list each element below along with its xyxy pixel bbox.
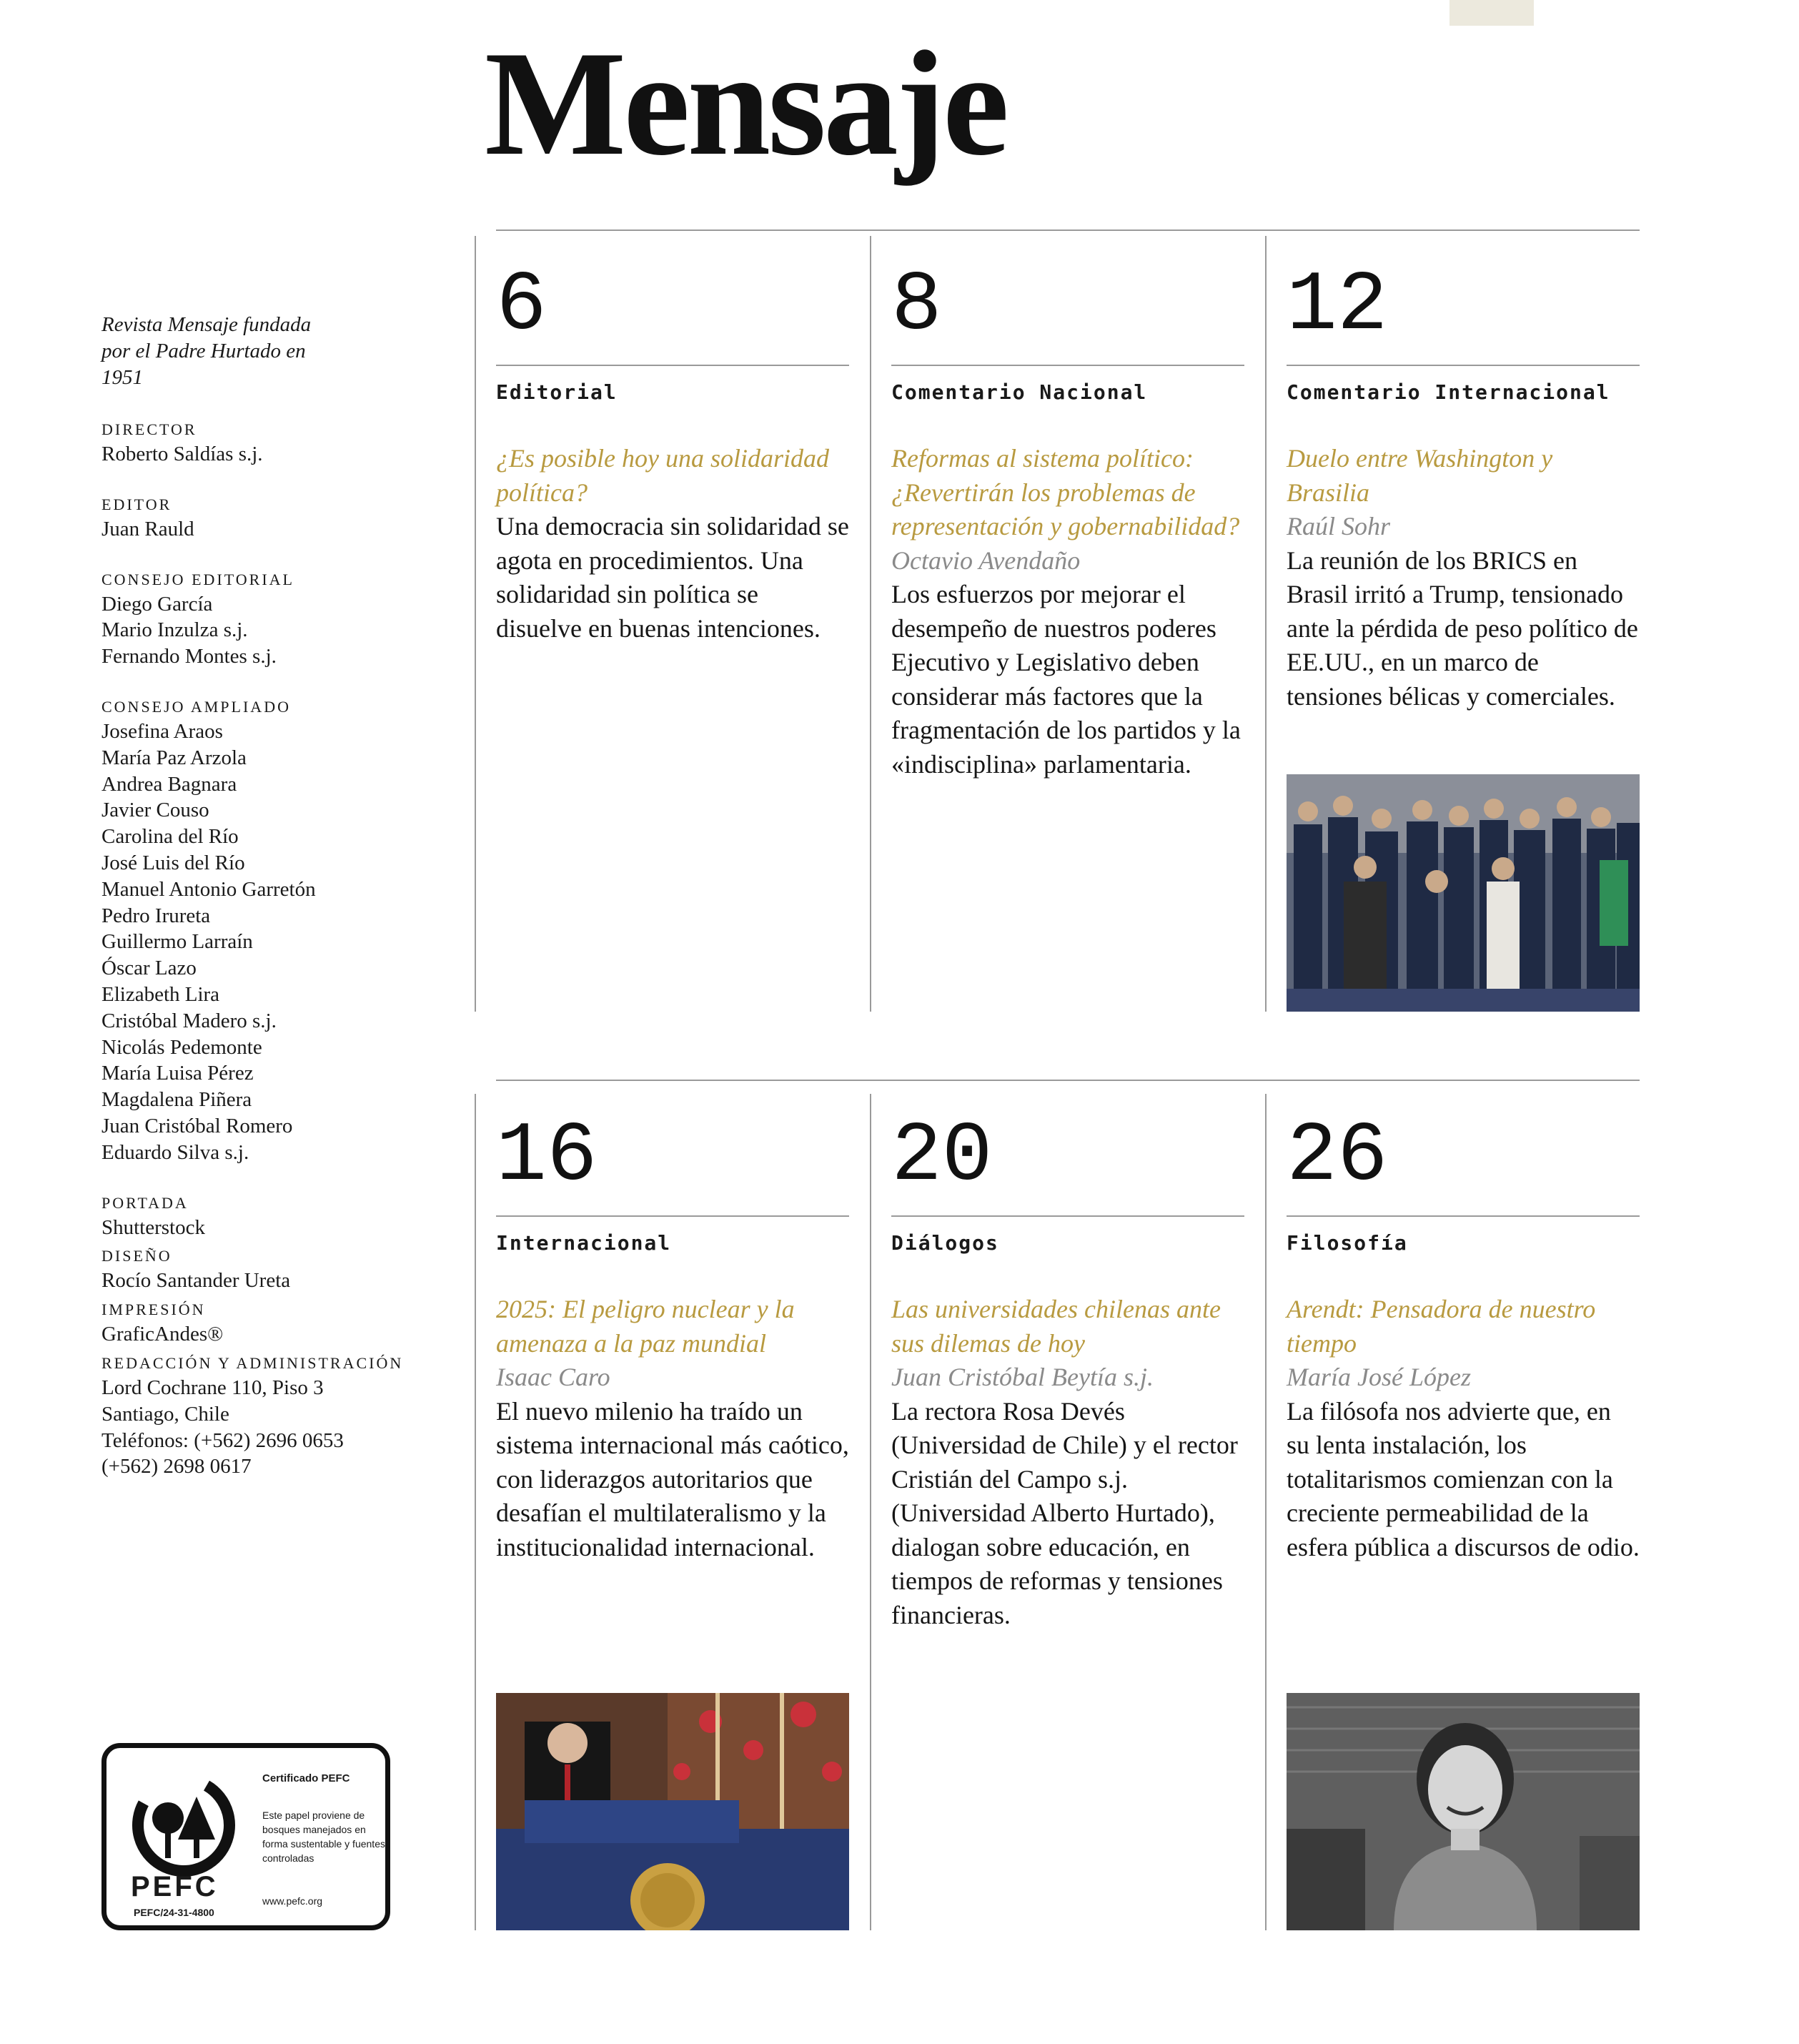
credit-name: Santiago, Chile [101, 1402, 229, 1426]
page-number: 8 [891, 259, 942, 354]
page-number: 6 [496, 259, 547, 354]
column-divider [475, 236, 476, 1012]
page-number: 20 [891, 1110, 993, 1205]
credits-director [101, 418, 445, 468]
credit-name: Pedro Irureta [101, 904, 211, 927]
hannah-arendt-photo[interactable] [1287, 1693, 1640, 1930]
article-author: Isaac Caro [496, 1363, 610, 1391]
founded-note: Revista Mensaje fundada por el Padre Hurtado en 1951 [101, 313, 312, 389]
article-summary: La filósofa nos advierte que, en su lenta instalación, los totalitarismos comienzan con la creciente permeabilidad de la esfera pública a discursos de odio. [1287, 1396, 1640, 1561]
credit-name: Carolina del Río [101, 825, 239, 849]
toc-entry[interactable] [1287, 259, 1640, 714]
credit-names [101, 441, 445, 468]
entry-rule [1287, 1215, 1640, 1217]
section-label: Editorial [496, 380, 618, 404]
credit-label: DIRECTOR [101, 420, 197, 438]
credit-name: Roberto Saldías s.j. [101, 443, 263, 465]
credits-consejo-editorial [101, 568, 445, 670]
brics-summit-photo[interactable] [1287, 774, 1640, 1012]
credit-label: IMPRESIÓN [101, 1300, 206, 1319]
pefc-word: PEFC [131, 1871, 219, 1902]
article-author: Raúl Sohr [1287, 512, 1391, 540]
credit-name: José Luis del Río [101, 851, 245, 874]
credit-name: Fernando Montes s.j. [101, 645, 277, 668]
column-divider [1265, 1094, 1267, 1930]
entry-rule [496, 1215, 849, 1217]
credit-label: CONSEJO EDITORIAL [101, 570, 294, 588]
top-rule [496, 229, 1640, 231]
page-number: 12 [1287, 259, 1388, 354]
credit-name: (+562) 2698 0617 [101, 1455, 252, 1478]
credit-name: María Luisa Pérez [101, 1062, 254, 1085]
article-summary: El nuevo milenio ha traído un sistema internacional más caótico, con liderazgos autoritarios que desafían el multilateralismo y la institucionalidad internacional. [496, 1396, 849, 1561]
article-summary: La reunión de los BRICS en Brasil irritó a Trump, tensionado ante la pérdida de peso político de EE.UU., en un marco de tensiones bélicas y comerciales. [1287, 545, 1638, 711]
credit-label: CONSEJO AMPLIADO [101, 697, 291, 716]
credit-name: Eduardo Silva s.j. [101, 1140, 249, 1164]
credit-name: Cristóbal Madero s.j. [101, 1009, 277, 1032]
credit-name: Manuel Antonio Garretón [101, 877, 316, 901]
pefc-certification [101, 1743, 390, 1930]
corner-tab [1449, 0, 1534, 26]
credit-name: María Paz Arzola [101, 746, 247, 769]
page-number: 26 [1287, 1110, 1388, 1205]
article-headline[interactable]: Las universidades chilenas ante sus dilemas de hoy [891, 1295, 1221, 1358]
credit-name: Josefina Araos [101, 719, 223, 743]
section-label: Comentario Internacional [1287, 380, 1610, 404]
credit-label: EDITOR [101, 495, 172, 513]
article-headline[interactable]: 2025: El peligro nuclear y la amenaza a la paz mundial [496, 1295, 795, 1358]
column-divider [870, 1094, 871, 1930]
credits-editor [101, 493, 445, 543]
address-lines [101, 1375, 445, 1480]
credits-redaccion [101, 1352, 445, 1480]
credits-consejo-ampliado [101, 696, 445, 1166]
article-author: Octavio Avendaño [891, 545, 1081, 575]
article-summary: La rectora Rosa Devés (Universidad de Chile) y el rector Cristián del Campo s.j. (Universidad Alberto Hurtado), dialogan sobre educación, en tiempos de reformas y tensiones financieras. [891, 1396, 1238, 1629]
toc-entry[interactable] [496, 259, 849, 646]
credit-name: Guillermo Larraín [101, 930, 253, 954]
article-summary: Una democracia sin solidaridad se agota en procedimientos. Una solidaridad sin política se disuelve en buenas intenciones. [496, 512, 849, 643]
pefc-url[interactable]: www.pefc.org [262, 1895, 323, 1907]
section-label: Internacional [496, 1231, 672, 1255]
credits-impresion [101, 1298, 445, 1348]
article-headline[interactable]: Arendt: Pensadora de nuestro tiempo [1287, 1295, 1596, 1358]
credit-name: Nicolás Pedemonte [101, 1035, 262, 1059]
column-divider [475, 1094, 476, 1930]
credits-diseno [101, 1245, 445, 1294]
credit-names [101, 719, 445, 1166]
toc-entry[interactable] [891, 1110, 1244, 1632]
credit-label: PORTADA [101, 1193, 189, 1212]
article-headline[interactable]: ¿Es posible hoy una solidaridad política? [496, 444, 829, 507]
pefc-title: Certificado PEFC [262, 1772, 350, 1784]
credit-name: Javier Couso [101, 799, 209, 822]
column-divider [870, 236, 871, 1012]
section-label: Comentario Nacional [891, 380, 1148, 404]
credit-name: Lord Cochrane 110, Piso 3 [101, 1376, 324, 1399]
toc-entry[interactable] [1287, 1110, 1640, 1564]
article-headline[interactable]: Duelo entre Washington y Brasilia [1287, 444, 1553, 507]
credit-value: Rocío Santander Ureta [101, 1269, 291, 1293]
entry-rule [891, 365, 1244, 366]
page-number: 16 [496, 1110, 598, 1205]
article-author: María José López [1287, 1363, 1471, 1391]
credit-name: Diego García [101, 592, 213, 616]
credit-name: Elizabeth Lira [101, 982, 220, 1006]
article-author: Juan Cristóbal Beytía s.j. [891, 1363, 1154, 1391]
toc-entry[interactable] [891, 259, 1244, 781]
credit-label: REDACCIÓN Y ADMINISTRACIÓN [101, 1353, 404, 1372]
middle-rule [496, 1080, 1640, 1081]
toc-entry[interactable] [496, 1110, 849, 1564]
credit-label: DISEÑO [101, 1247, 172, 1265]
credit-name: Juan Cristóbal Romero [101, 1114, 293, 1137]
column-divider [1265, 236, 1267, 1012]
credit-name: Teléfonos: (+562) 2696 0653 [101, 1428, 344, 1452]
entry-rule [496, 365, 849, 366]
credit-value: Shutterstock [101, 1215, 205, 1239]
nobel-ceremony-photo[interactable] [496, 1693, 849, 1930]
credit-value: GraficAndes® [101, 1323, 224, 1346]
section-label: Filosofía [1287, 1231, 1408, 1255]
credits-sidebar [101, 312, 445, 1484]
credit-name: Óscar Lazo [101, 957, 197, 980]
credits-portada [101, 1192, 445, 1241]
pefc-text: Este papel proviene de bosques manejados en forma sustentable y fuentes controladas [262, 1810, 385, 1864]
credit-name: Magdalena Piñera [101, 1088, 252, 1112]
pefc-tree-logo-icon [127, 1768, 241, 1882]
section-label: Diálogos [891, 1231, 999, 1255]
credit-name: Mario Inzulza s.j. [101, 618, 248, 642]
credit-names [101, 516, 445, 543]
credit-name: Andrea Bagnara [101, 772, 237, 796]
masthead: Mensaje [485, 21, 1007, 187]
credit-names [101, 591, 445, 670]
entry-rule [891, 1215, 1244, 1217]
article-headline[interactable]: Reformas al sistema político: ¿Revertirán los problemas de representación y gobernabilidad? [891, 444, 1240, 540]
article-summary: Los esfuerzos por mejorar el desempeño de nuestros poderes Ejecutivo y Legislativo deben considerar más factores que la fragmentación de los partidos y la «indisciplina» parlamentaria. [891, 580, 1241, 779]
credit-name: Juan Rauld [101, 517, 194, 540]
entry-rule [1287, 365, 1640, 366]
pefc-code: PEFC/24-31-4800 [134, 1907, 214, 1918]
